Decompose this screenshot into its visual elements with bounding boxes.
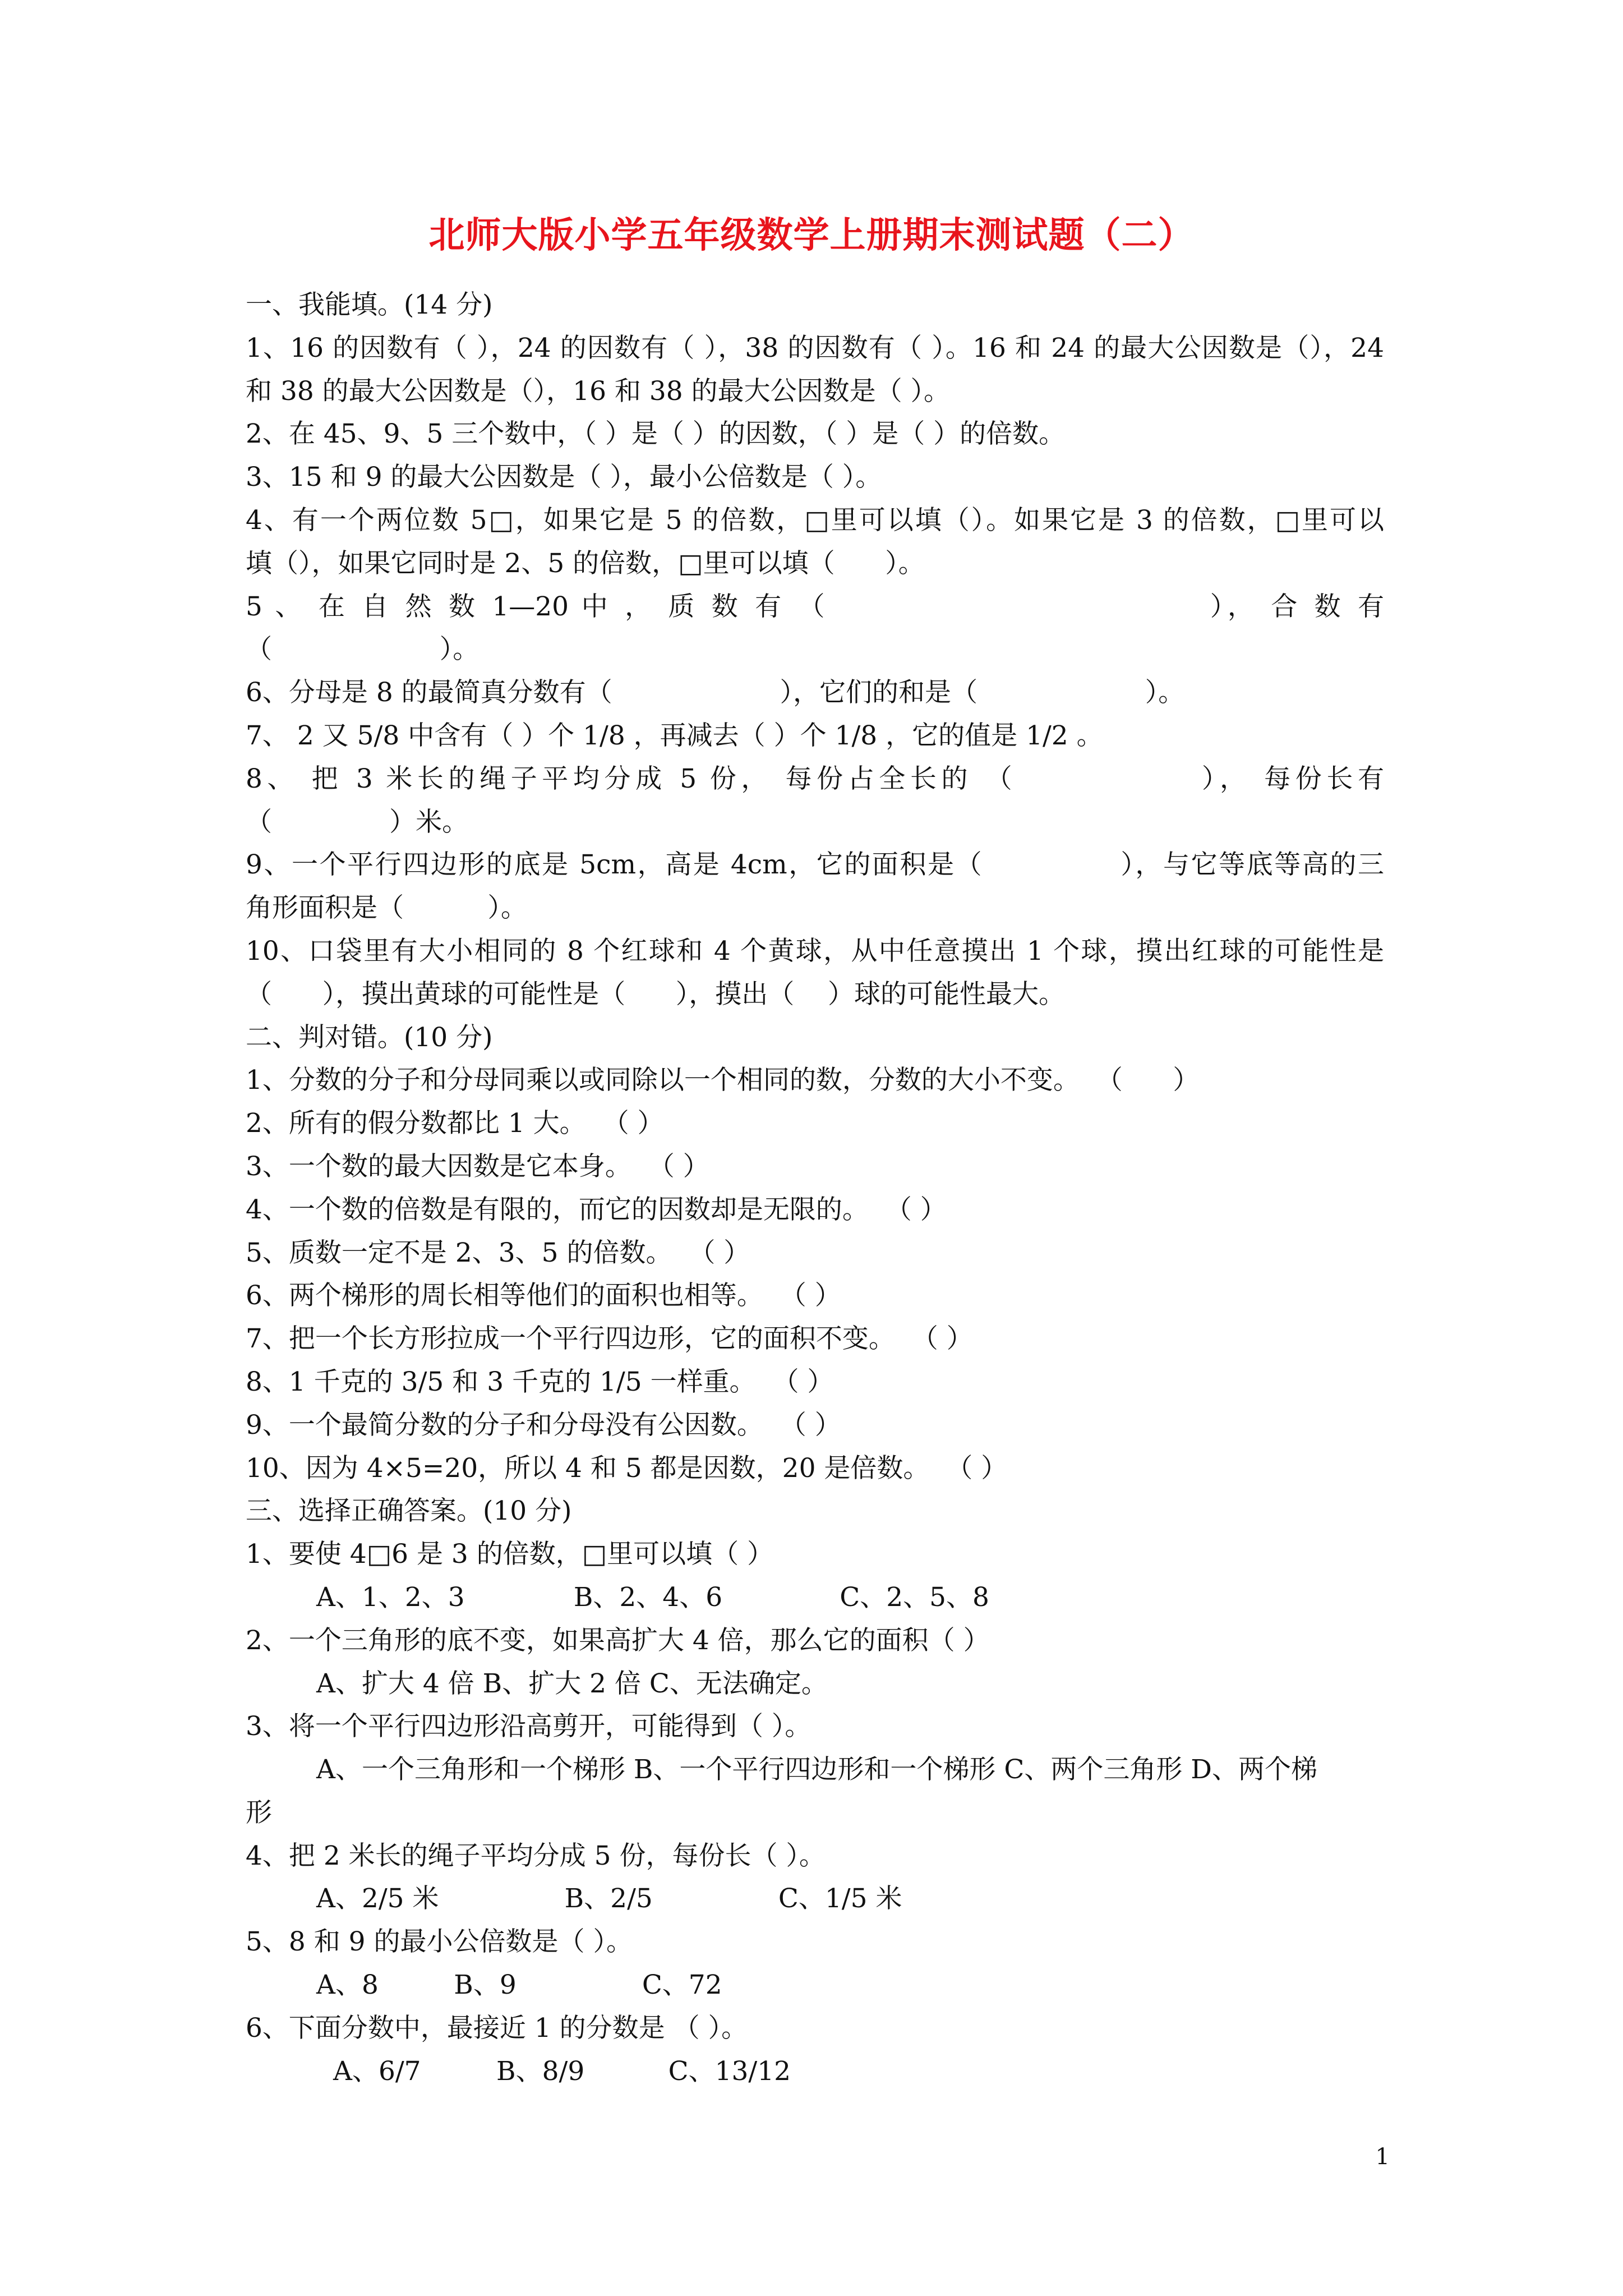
question-text: 1、16 的因数有（ ），24 的因数有（ ），38 的因数有（ ）。16 和 24 的最大公因数是（），24: [246, 332, 1384, 364]
judgment-item: 10、因为 4×5=20，所以 4 和 5 都是因数，20 是倍数。 （ ）: [246, 1452, 1008, 1484]
question-body: [246, 284, 1384, 2093]
judgment-item: 7、把一个长方形拉成一个平行四边形，它的面积不变。 （ ）: [246, 1323, 973, 1355]
question-text: 3、15 和 9 的最大公因数是（ ），最小公倍数是（ ）。: [246, 462, 882, 493]
judgment-item: 1、分数的分子和分母同乘以或同除以一个相同的数，分数的大小不变。 （ ）: [246, 1065, 1200, 1096]
question-text: 5 、 在 自 然 数 1—20 中 ， 质 数 有 （ ）， 合 数 有: [246, 591, 1384, 622]
question-text: 10、口袋里有大小相同的 8 个红球和 4 个黄球，从中任意摸出 1 个球，摸出红球的可能性是: [246, 935, 1384, 967]
question-text: 角形面积是（ ）。: [246, 892, 527, 924]
judgment-item: 5、质数一定不是 2、3、5 的倍数。 （ ）: [246, 1237, 750, 1268]
judgment-item: 4、一个数的倍数是有限的，而它的因数却是无限的。 （ ）: [246, 1194, 947, 1225]
choice-options: A、一个三角形和一个梯形 B、一个平行四边形和一个梯形 C、两个三角形 D、两个梯: [316, 1754, 1317, 1786]
choice-options: A、2/5 米 B、2/5 C、1/5 米: [316, 1883, 902, 1915]
choice-question: 3、将一个平行四边形沿高剪开，可能得到（ ）。: [246, 1711, 811, 1742]
judgment-item: 3、一个数的最大因数是它本身。 （ ）: [246, 1151, 709, 1182]
judgment-item: 9、一个最简分数的分子和分母没有公因数。 （ ）: [246, 1409, 841, 1441]
question-text: （ ），摸出黄球的可能性是（ ），摸出（ ）球的可能性最大。: [246, 978, 1066, 1010]
question-text: 8、 把 3 米长的绳子平均分成 5 份， 每份占全长的 （ ）， 每份长有: [246, 763, 1384, 794]
choice-options: A、1、2、3 B、2、4、6 C、2、5、8: [316, 1581, 989, 1613]
section-2-heading: 二、判对错。(10 分): [246, 1022, 493, 1053]
choice-question: 2、一个三角形的底不变，如果高扩大 4 倍，那么它的面积（ ）: [246, 1625, 990, 1656]
judgment-item: 6、两个梯形的周长相等他们的面积也相等。 （ ）: [246, 1280, 841, 1312]
page-number: 1: [1375, 2144, 1390, 2170]
question-text: 2、在 45、9、5 三个数中，（ ）是（ ）的因数，（ ）是（ ）的倍数。: [246, 418, 1066, 450]
section-3-heading: 三、选择正确答案。(10 分): [246, 1496, 572, 1527]
choice-options: A、6/7 B、8/9 C、13/12: [333, 2055, 791, 2087]
choice-options: A、扩大 4 倍 B、扩大 2 倍 C、无法确定。: [316, 1668, 828, 1699]
question-text: 6、分母是 8 的最简真分数有（ ），它们的和是（ ）。: [246, 677, 1185, 708]
question-text: 填（），如果它同时是 2、5 的倍数，□里可以填（ ）。: [246, 547, 925, 579]
document-title: 北师大版小学五年级数学上册期末测试题（二）: [428, 214, 1195, 256]
question-text: （ ）。: [246, 634, 479, 665]
choice-question: 5、8 和 9 的最小公倍数是（ ）。: [246, 1926, 633, 1958]
judgment-item: 2、所有的假分数都比 1 大。 （ ）: [246, 1108, 664, 1139]
question-text: 9、一个平行四边形的底是 5cm，高是 4cm，它的面积是（ ），与它等底等高的三: [246, 849, 1384, 881]
judgment-item: 8、1 千克的 3/5 和 3 千克的 1/5 一样重。 （ ）: [246, 1366, 834, 1397]
choice-question: 1、要使 4□6 是 3 的倍数，□里可以填（ ）: [246, 1539, 774, 1570]
question-text: 7、 2 又 5/8 中含有（ ）个 1/8 ，再减去（ ）个 1/8 ，它的值是 1/2 。: [246, 720, 1103, 751]
question-text: 和 38 的最大公因数是（），16 和 38 的最大公因数是（ ）。: [246, 375, 951, 407]
choice-options: A、8 B、9 C、72: [316, 1970, 722, 2001]
choice-question: 4、把 2 米长的绳子平均分成 5 份，每份长（ ）。: [246, 1840, 826, 1871]
question-text: （ ）米。: [246, 806, 469, 838]
choice-question: 6、下面分数中，最接近 1 的分数是 （ ）。: [246, 2012, 748, 2044]
question-text: 4、有一个两位数 5□，如果它是 5 的倍数，□里可以填（）。如果它是 3 的倍数，□里可以: [246, 504, 1384, 536]
section-1-heading: 一、我能填。(14 分): [246, 289, 493, 320]
choice-options: 形: [246, 1797, 272, 1828]
